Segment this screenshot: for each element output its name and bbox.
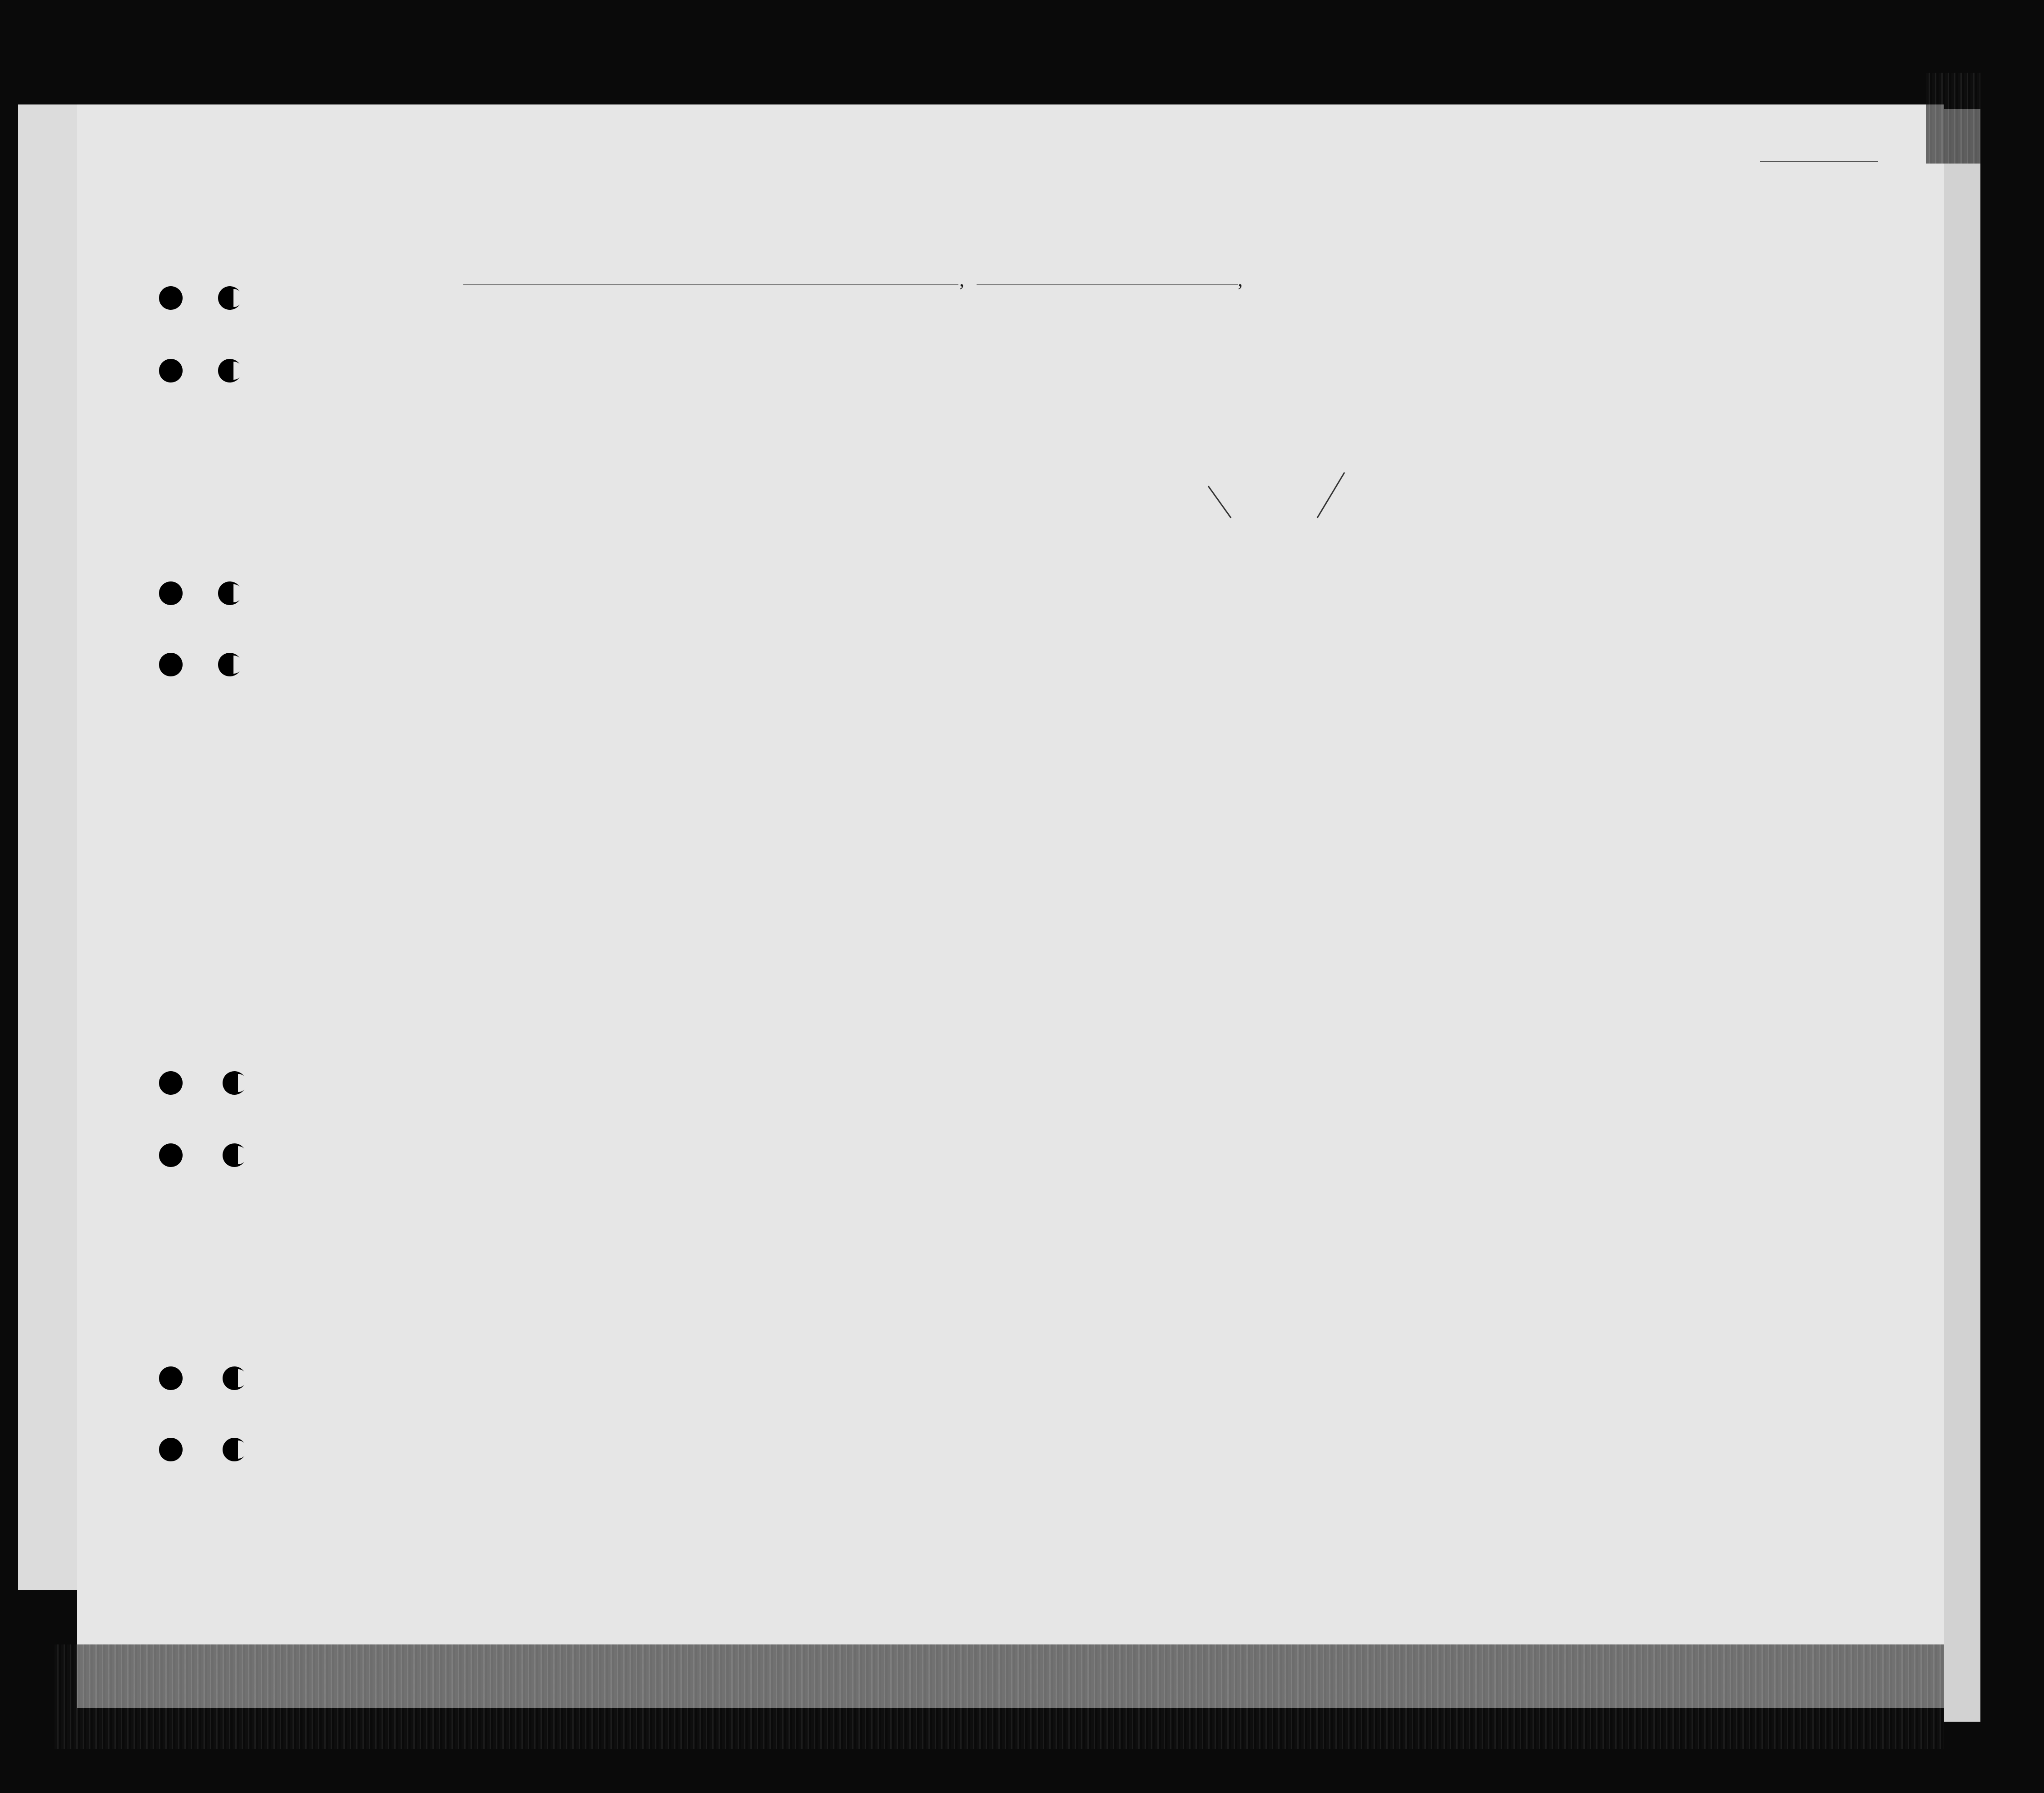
binder-hole [159,1438,183,1461]
col21-header [796,343,821,452]
date-underline [977,284,1238,285]
comma-2: , [1238,268,1243,291]
col25-header [1315,350,1338,445]
col29-header [1452,350,1483,445]
pen-strokes [1199,463,1354,527]
binder-hole [159,581,183,605]
binder-hole [223,1438,246,1461]
port-underline [463,284,958,285]
binder-hole [159,1143,183,1167]
binder-hole [159,653,183,676]
binder-hole [218,286,242,310]
binder-hole [159,359,183,382]
scan-noise-top-right [1926,73,1980,164]
col27-header [1379,350,1402,445]
col31-header [1507,350,1526,445]
col34-inches [1658,400,1676,441]
col28-header [1404,350,1446,445]
right-page-edge [1944,109,1980,1722]
comma-1: , [959,268,964,291]
list-underline [1760,161,1878,162]
binder-hole [223,1366,246,1390]
col26-header [1339,350,1358,445]
scan-noise-bottom [55,1644,1944,1749]
binder-hole [223,1071,246,1095]
binder-hole [218,653,242,676]
binder-hole [159,286,183,310]
col30-header [1484,350,1503,445]
col34-feet [1637,400,1656,441]
col19-header [680,343,708,452]
binder-hole [223,1143,246,1167]
binder-hole [218,581,242,605]
binder-hole [159,1071,183,1095]
binder-hole [218,359,242,382]
manifest-sheet [77,104,1944,1708]
binder-hole [159,1366,183,1390]
